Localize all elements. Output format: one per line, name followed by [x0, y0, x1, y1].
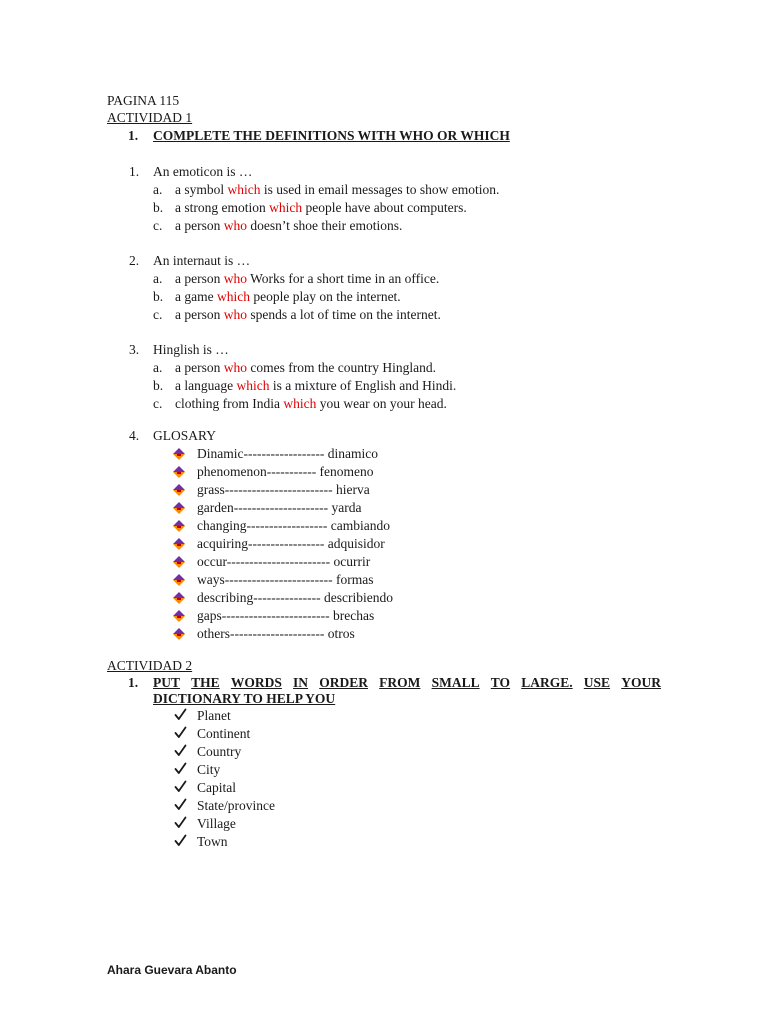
title-word: THE — [191, 675, 220, 690]
option-text-after: you wear on your head. — [316, 396, 447, 411]
option-letter: c. — [153, 307, 163, 322]
option-text — [175, 217, 402, 234]
glossary-entry: Dinamic------------------ dinamico — [197, 446, 379, 461]
option-text — [175, 377, 456, 394]
glossary-entry: acquiring----------------- adquisidor — [197, 536, 385, 551]
option-text-after: people have about computers. — [302, 200, 467, 215]
option-letter: b. — [153, 200, 164, 215]
option-letter: b. — [153, 378, 164, 393]
glossary-number: 4. — [129, 428, 140, 443]
answer-keyword: who — [223, 271, 247, 286]
activity-2-title-line-2: DICTIONARY TO HELP YOU — [153, 691, 336, 706]
activity-2-number: 1. — [128, 675, 139, 690]
option-text — [175, 288, 401, 305]
checklist-item: Capital — [197, 780, 236, 795]
question-number: 3. — [129, 342, 140, 357]
title-word: FROM — [379, 675, 421, 690]
activity-1-heading: ACTIVIDAD 1 — [107, 110, 193, 125]
option-text-after: Works for a short time in an office. — [246, 271, 440, 286]
checkmark-icon — [174, 726, 187, 739]
title-word: YOUR — [621, 675, 661, 690]
glossary-entry: others--------------------- otros — [197, 626, 355, 641]
option-text-after: people play on the internet. — [249, 289, 401, 304]
option-text-before: a game — [175, 289, 217, 304]
title-word: IN — [293, 675, 309, 690]
option-text — [175, 395, 447, 412]
option-text-after: comes from the country Hingland. — [246, 360, 436, 375]
option-text — [175, 199, 467, 216]
option-text — [175, 181, 499, 198]
answer-keyword: which — [269, 200, 303, 215]
checkmark-icon — [174, 798, 187, 811]
checklist-item: Continent — [197, 726, 251, 741]
glossary-entry: changing------------------ cambiando — [197, 518, 391, 533]
option-letter: a. — [153, 360, 163, 375]
glossary-entry: gaps------------------------ brechas — [197, 608, 375, 623]
answer-keyword: which — [227, 182, 261, 197]
arrow-bullet-icon — [173, 466, 185, 478]
option-letter: a. — [153, 271, 163, 286]
answer-keyword: who — [223, 218, 247, 233]
option-text-before: a strong emotion — [175, 200, 270, 215]
option-text — [175, 359, 436, 376]
answer-keyword: who — [223, 307, 247, 322]
option-text — [175, 270, 439, 287]
checkmark-icon — [174, 834, 187, 847]
option-text-after: doesn’t shoe their emotions. — [246, 218, 403, 233]
activity-1-number: 1. — [128, 128, 139, 143]
option-letter: b. — [153, 289, 164, 304]
arrow-bullet-icon — [173, 448, 185, 460]
title-word: WORDS — [230, 675, 282, 690]
checklist-item: State/province — [197, 798, 275, 813]
checkmark-icon — [174, 744, 187, 757]
title-word: TO — [490, 675, 511, 690]
answer-keyword: who — [223, 360, 247, 375]
checkmark-icon — [174, 780, 187, 793]
option-text-after: spends a lot of time on the internet. — [246, 307, 441, 322]
option-letter: c. — [153, 218, 163, 233]
checkmark-icon — [174, 708, 187, 721]
arrow-bullet-icon — [173, 574, 185, 586]
glossary-entry: ways------------------------ formas — [197, 572, 374, 587]
question-prompt: An emoticon is … — [153, 164, 253, 179]
checkmark-icon — [174, 762, 187, 775]
option-text-before: a person — [175, 271, 224, 286]
answer-keyword: which — [216, 289, 250, 304]
option-text-after: is a mixture of English and Hindi. — [269, 378, 457, 393]
answer-keyword: which — [236, 378, 270, 393]
glossary-title: GLOSARY — [153, 428, 217, 443]
question-prompt: An internaut is … — [153, 253, 251, 268]
activity-2-heading: ACTIVIDAD 2 — [107, 658, 193, 673]
option-text-before: a person — [175, 307, 224, 322]
arrow-bullet-icon — [173, 592, 185, 604]
checklist-item: Village — [197, 816, 236, 831]
checklist-item: City — [197, 762, 221, 777]
option-text-before: a symbol — [175, 182, 228, 197]
question-prompt: Hinglish is … — [153, 342, 229, 357]
question-number: 2. — [129, 253, 140, 268]
glossary-entry: garden--------------------- yarda — [197, 500, 362, 515]
option-text-before: a person — [175, 218, 224, 233]
checklist-item: Town — [197, 834, 228, 849]
page-number-heading: PAGINA 115 — [107, 93, 180, 108]
option-text-before: clothing from India — [175, 396, 284, 411]
checklist-item: Country — [197, 744, 242, 759]
arrow-bullet-icon — [173, 538, 185, 550]
footer-author: Ahara Guevara Abanto — [107, 963, 237, 977]
checklist-item: Planet — [197, 708, 231, 723]
arrow-bullet-icon — [173, 628, 185, 640]
title-word: PUT — [153, 675, 180, 690]
glossary-entry: occur----------------------- ocurrir — [197, 554, 371, 569]
title-word: LARGE. — [521, 675, 573, 690]
option-text — [175, 306, 441, 323]
activity-1-title: COMPLETE THE DEFINITIONS WITH WHO OR WHICH — [153, 128, 510, 143]
option-text-after: is used in email messages to show emotion. — [260, 182, 500, 197]
glossary-entry: phenomenon----------- fenomeno — [197, 464, 374, 479]
activity-2-title-line-1 — [153, 674, 661, 691]
arrow-bullet-icon — [173, 520, 185, 532]
option-letter: c. — [153, 396, 163, 411]
title-word: ORDER — [319, 675, 368, 690]
glossary-entry: describing--------------- describiendo — [197, 590, 394, 605]
glossary-entry: grass------------------------ hierva — [197, 482, 370, 497]
title-word: USE — [583, 675, 611, 690]
arrow-bullet-icon — [173, 484, 185, 496]
option-text-before: a person — [175, 360, 224, 375]
option-text-before: a language — [175, 378, 237, 393]
arrow-bullet-icon — [173, 502, 185, 514]
checkmark-icon — [174, 816, 187, 829]
title-word: SMALL — [431, 675, 480, 690]
arrow-bullet-icon — [173, 610, 185, 622]
option-letter: a. — [153, 182, 163, 197]
arrow-bullet-icon — [173, 556, 185, 568]
question-number: 1. — [129, 164, 140, 179]
answer-keyword: which — [283, 396, 317, 411]
